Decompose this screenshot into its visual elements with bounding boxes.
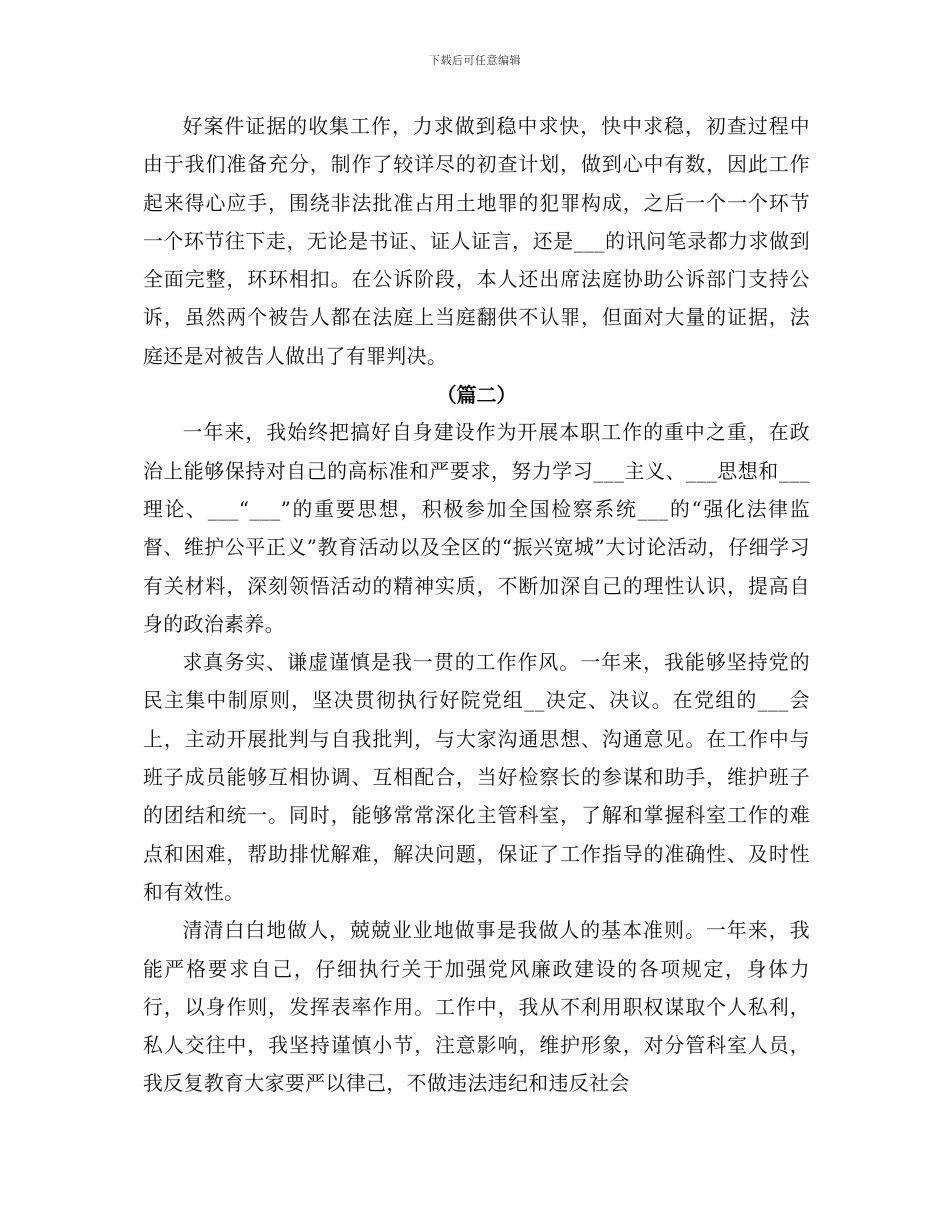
paragraph-2: 一年来，我始终把搞好自身建设作为开展本职工作的重中之重，在政治上能够保持对自己的高标准和严要求，努力学习___主义、___思想和___理论、___“___”的重要思想，积极参加全国检察系统___的“强化法律监督、维护公平正义”教育活动以及全区的“振兴宽城”大讨论活动，仔细学习有关材料，深刻领悟活动的精神实质，不断加深自己的理性认识，提高自身的政治素养。	[143, 421, 810, 636]
section-title: （篇二）	[436, 383, 517, 408]
page-header-note: 下载后可任意编辑	[429, 54, 521, 67]
paragraph-1: 好案件证据的收集工作，力求做到稳中求快，快中求稳，初查过程中由于我们准备充分，制作了较详尽的初查计划，做到心中有数，因此工作起来得心应手，围绕非法批准占用土地罪的犯罪构成，之后一个一个环节一个环节往下走，无论是书证、证人证言，还是___的讯问笔录都力求做到全面完整，环环相扣。在公诉阶段，本人还出席法庭协助公诉部门支持公诉，虽然两个被告人都在法庭上当庭翻供不认罪，但面对大量的证据，法庭还是对被告人做出了有罪判决。	[143, 115, 810, 368]
paragraph-4: 清清白白地做人，兢兢业业地做事是我做人的基本准则。一年来，我能严格要求自己，仔细执行关于加强党风廉政建设的各项规定，身体力行，以身作则，发挥表率作用。工作中，我从不利用职权谋取个人私利，私人交往中，我坚持谨慎小节，注意影响，维护形象，对分管科室人员，我反复教育大家要严以律己，不做违法违纪和违反社会	[143, 919, 810, 1096]
document-body	[143, 108, 810, 1104]
paragraph-3: 求真务实、谦虚谨慎是我一贯的工作作风。一年来，我能够坚持党的民主集中制原则，坚决贯彻执行好院党组__决定、决议。在党组的___会上，主动开展批判与自我批判，与大家沟通思想、沟通意见。在工作中与班子成员能够互相协调、互相配合，当好检察长的参谋和助手，维护班子的团结和统一。同时，能够常常深化主管科室，了解和掌握科室工作的难点和困难，帮助排忧解难，解决问题，保证了工作指导的准确性、及时性和有效性。	[143, 651, 810, 904]
